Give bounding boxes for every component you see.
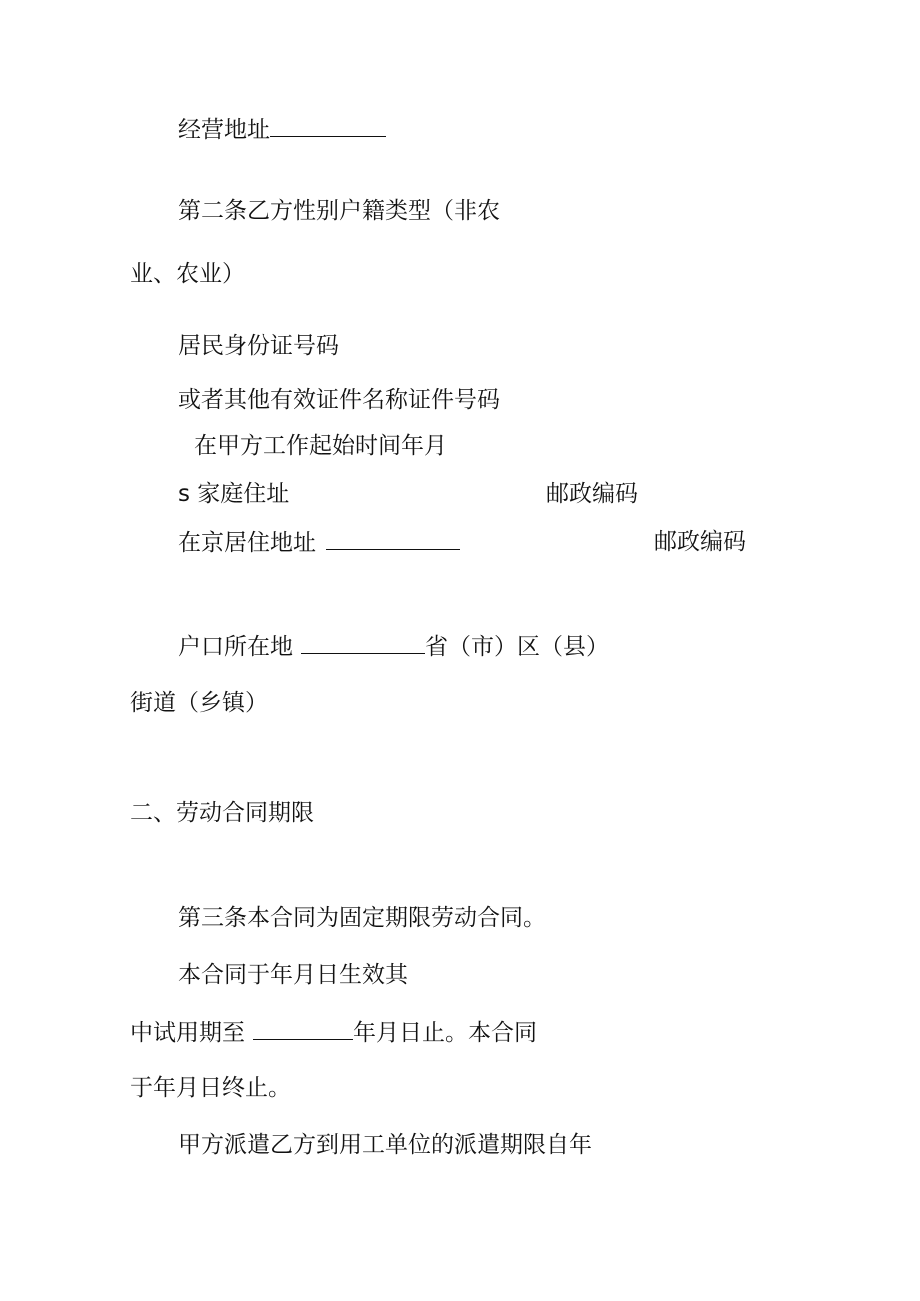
hukou-label: 户口所在地 [178, 634, 293, 660]
beijing-address-line [178, 527, 460, 558]
termination-line: 于年月日终止。 [130, 1075, 291, 1101]
trial-period-suffix: 年月日止。本合同 [353, 1020, 537, 1046]
business-address-blank [270, 114, 386, 137]
hukou-blank [301, 631, 425, 654]
other-id-line: 或者其他有效证件名称证件号码 [178, 387, 500, 413]
hukou-line [178, 631, 609, 662]
article-2-line-2: 业、农业） [130, 261, 245, 287]
trial-period-blank [253, 1017, 353, 1040]
effective-date-line: 本合同于年月日生效其 [178, 962, 408, 988]
trial-period-line [130, 1017, 537, 1048]
article-2-line-1: 第二条乙方性别户籍类型（非农 [178, 198, 500, 224]
business-address-line [178, 114, 386, 145]
street-line: 街道（乡镇） [130, 690, 268, 716]
postal-code-label-2: 邮政编码 [654, 529, 746, 555]
postal-code-label-1: 邮政编码 [546, 481, 638, 507]
home-address-label: s 家庭住址 [178, 481, 290, 507]
beijing-address-label: 在京居住地址 [178, 530, 316, 556]
id-number-line: 居民身份证号码 [178, 333, 339, 359]
trial-period-prefix: 中试用期至 [130, 1020, 245, 1046]
business-address-label: 经营地址 [178, 117, 270, 143]
hukou-province-county: 省（市）区（县） [425, 634, 609, 660]
start-work-line: 在甲方工作起始时间年月 [194, 433, 447, 459]
section-2-heading: 二、劳动合同期限 [130, 800, 314, 826]
beijing-address-blank [326, 527, 460, 550]
article-3-line: 第三条本合同为固定期限劳动合同。 [178, 905, 546, 931]
dispatch-line: 甲方派遣乙方到用工单位的派遣期限自年 [178, 1132, 592, 1158]
